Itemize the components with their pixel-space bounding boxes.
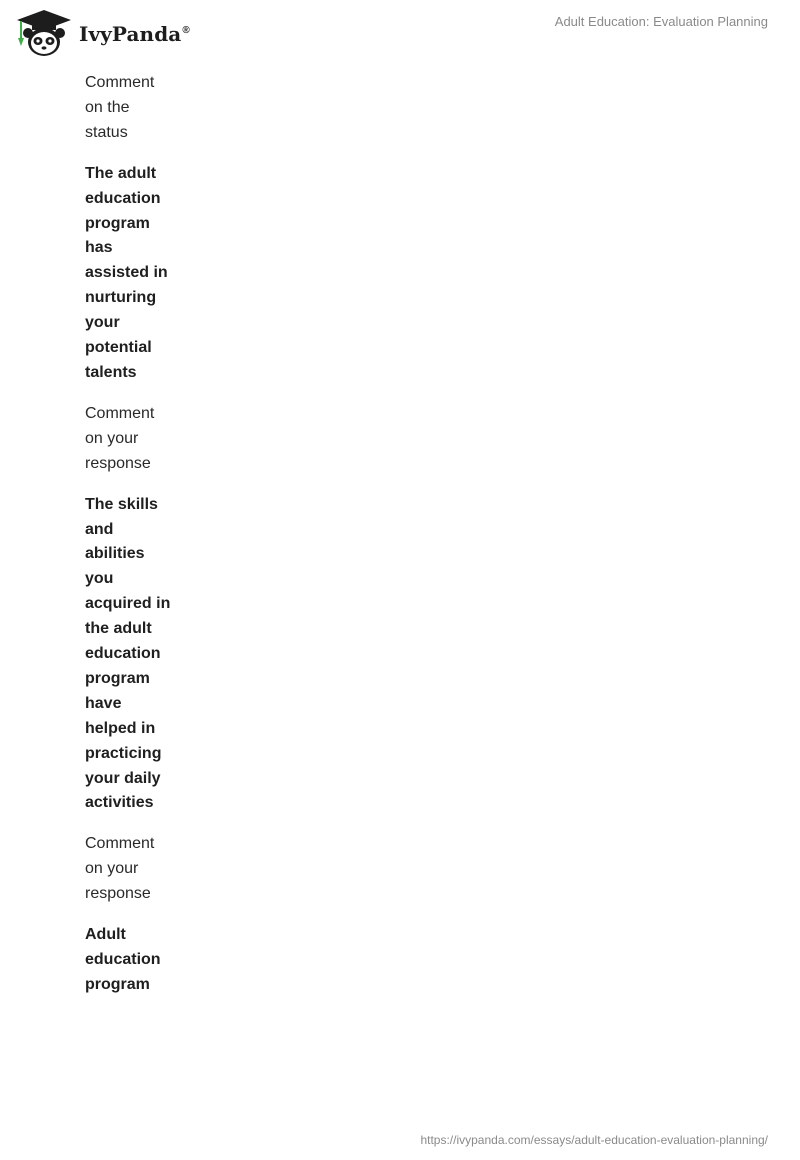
question-program-cell: Adult education program — [85, 926, 161, 993]
brand-text: IvyPanda — [79, 22, 182, 46]
comment-status-cell: Comment on the status — [85, 74, 155, 141]
logo[interactable] — [15, 8, 190, 58]
brand-name — [79, 22, 190, 46]
survey-column — [85, 71, 175, 1014]
question-talents-cell: The adult education program has assisted in nurturing your potential talents — [85, 164, 168, 381]
registered-mark: ® — [182, 25, 190, 37]
question-skills-cell: The skills and abilities you acquired in the adult education program have helped in practicing your daily activities — [85, 495, 171, 812]
comment-response-cell-2: Comment on your response — [85, 835, 155, 903]
page-header — [0, 0, 800, 62]
source-url[interactable]: https://ivypanda.com/essays/adult-education-evaluation-planning/ — [420, 1133, 768, 1147]
comment-response-cell: Comment on your response — [85, 404, 155, 472]
document-title: Adult Education: Evaluation Planning — [554, 14, 768, 29]
panda-logo-icon — [15, 8, 73, 58]
